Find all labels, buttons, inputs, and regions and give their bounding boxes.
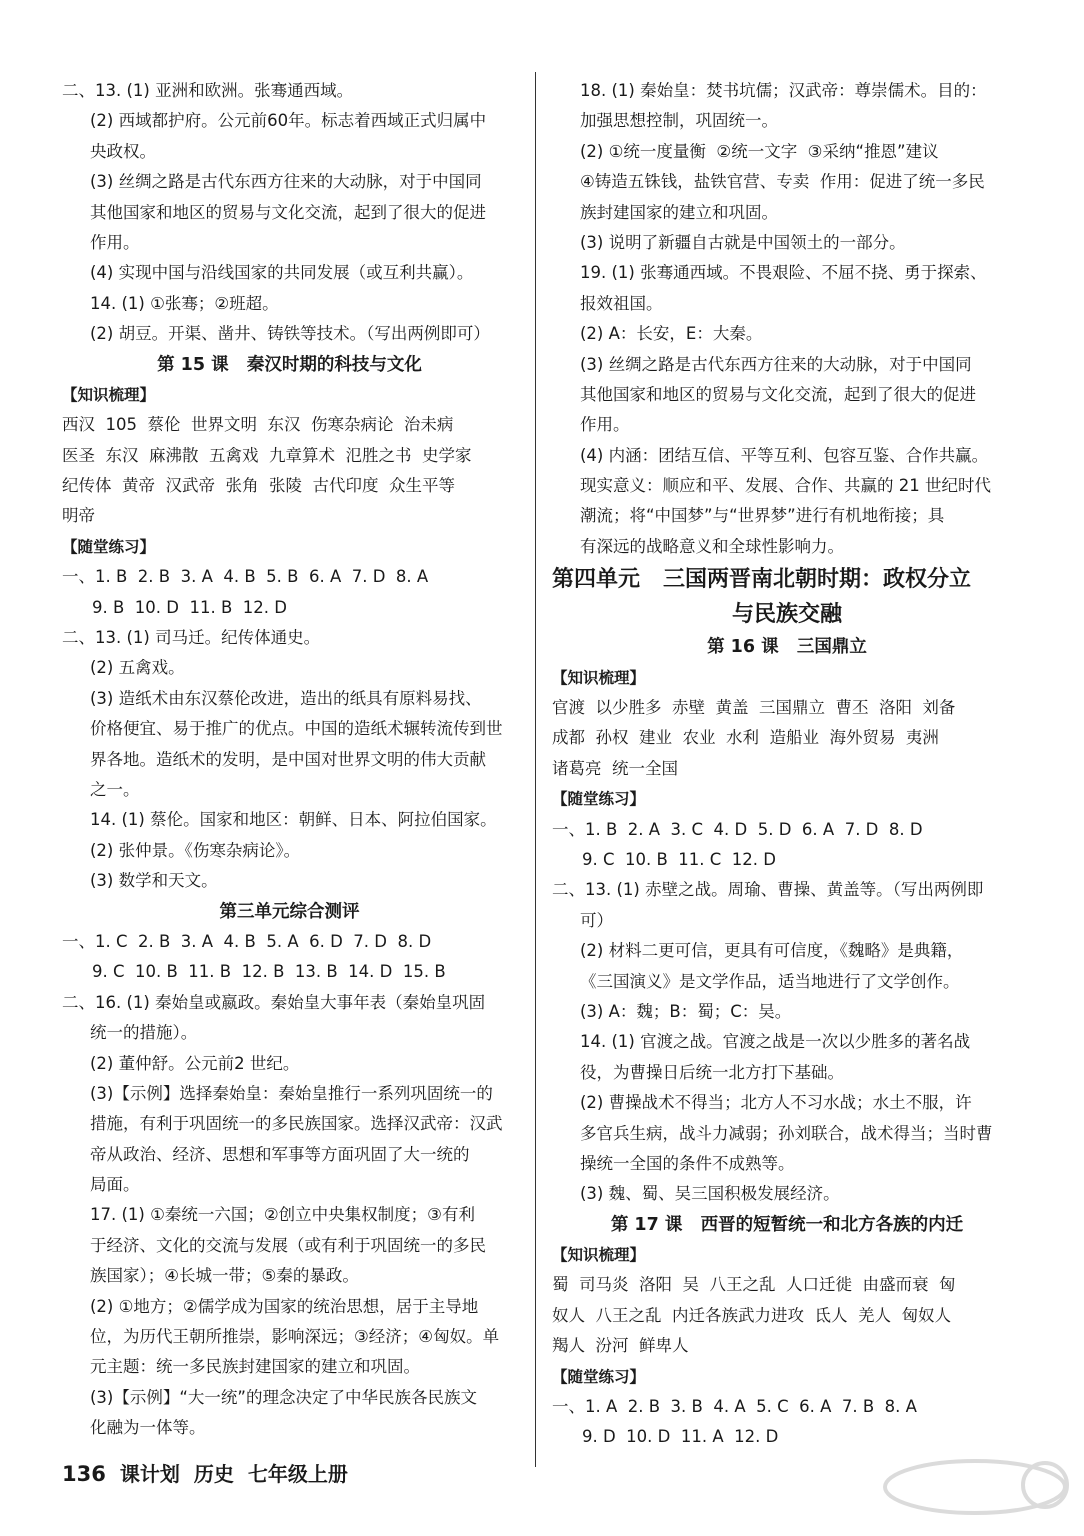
text-line: 二、16. (1) 秦始皇或嬴政。秦始皇大事年表（秦始皇巩固 xyxy=(62,992,486,1012)
text-line: 9. D 10. D 11. A 12. D xyxy=(582,1427,779,1447)
text-line: (4) 实现中国与沿线国家的共同发展（或互利共赢）。 xyxy=(90,263,474,283)
page-number: 136 xyxy=(62,1462,106,1486)
section-header: 【随堂练习】 xyxy=(62,537,156,556)
text-line: 潮流；将“中国梦”与“世界梦”进行有机地衔接；具 xyxy=(580,506,945,526)
text-line: (3) 丝绸之路是古代东西方往来的大动脉，对于中国同 xyxy=(580,354,972,374)
text-line: 元主题：统一多民族封建国家的建立和巩固。 xyxy=(90,1357,420,1377)
text-line: 化融为一体等。 xyxy=(90,1418,206,1438)
text-line: 明帝 xyxy=(62,506,95,526)
text-line: 其他国家和地区的贸易与文化交流，起到了很大的促进 xyxy=(90,202,486,222)
text-line: 19. (1) 张骞通西域。不畏艰险、不屈不挠、勇于探索、 xyxy=(580,263,987,283)
text-line: 医圣 东汉 麻沸散 五禽戏 九章算术 氾胜之书 史学家 xyxy=(62,445,472,465)
text-line: 一、1. A 2. B 3. B 4. A 5. C 6. A 7. B 8. A xyxy=(552,1397,917,1417)
text-line: 可） xyxy=(580,910,613,930)
text-line: 作用。 xyxy=(90,232,140,252)
text-line: 纪传体 黄帝 汉武帝 张角 张陵 古代印度 众生平等 xyxy=(62,476,455,496)
text-line: 蜀 司马炎 洛阳 吴 八王之乱 人口迁徙 由盛而衰 匈 xyxy=(552,1275,956,1295)
text-line: 于经济、文化的交流与发展（或有利于巩固统一的多民 xyxy=(90,1235,486,1255)
section-header: 【知识梳理】 xyxy=(62,385,156,404)
text-line: 央政权。 xyxy=(90,141,156,161)
text-line: 位，为历代王朝所推崇，影响深远；③经济；④匈奴。单 xyxy=(90,1327,500,1347)
text-line: 报效祖国。 xyxy=(580,293,663,313)
unit-title: 与民族交融 xyxy=(731,602,842,628)
text-line: (2) 曹操战术不得当；北方人不习水战；水土不服，许 xyxy=(580,1093,972,1113)
text-line: (3) 数学和天文。 xyxy=(90,871,218,891)
text-line: (4) 内涵：团结互信、平等互利、包容互鉴、合作共赢。 xyxy=(580,445,989,465)
text-line: (3)【示例】“大一统”的理念决定了中华民族各民族文 xyxy=(90,1387,477,1407)
text-line: 诸葛亮 统一全国 xyxy=(552,758,678,778)
text-line: 有深远的战略意义和全球性影响力。 xyxy=(580,536,844,556)
text-line: 二、13. (1) 亚洲和欧洲。张骞通西域。 xyxy=(62,81,354,100)
subject-label: 历史 xyxy=(193,1462,234,1486)
text-line: 局面。 xyxy=(90,1175,140,1195)
text-line: 现实意义：顺应和平、发展、合作、共赢的 21 世纪时代 xyxy=(580,476,991,496)
text-line: 一、1. B 2. B 3. A 4. B 5. B 6. A 7. D 8. A xyxy=(62,567,429,587)
text-line: 二、13. (1) 司马迁。纪传体通史。 xyxy=(62,628,321,648)
text-line: 17. (1) ①秦统一六国；②创立中央集权制度；③有利 xyxy=(90,1205,475,1225)
text-line: 役，为曹操日后统一北方打下基础。 xyxy=(580,1062,844,1082)
text-line: 14. (1) 官渡之战。官渡之战是一次以少胜多的著名战 xyxy=(580,1032,971,1052)
text-line: (2) 西域都护府。公元前60年。标志着西域正式归属中 xyxy=(90,111,487,131)
text-line: 成都 孙权 建业 农业 水利 造船业 海外贸易 夷洲 xyxy=(552,728,939,748)
text-line: (2) 五禽戏。 xyxy=(90,658,185,678)
text-line: 界各地。造纸术的发明，是中国对世界文明的伟大贡献 xyxy=(90,749,486,769)
text-line: 一、1. B 2. A 3. C 4. D 5. D 6. A 7. D 8. D xyxy=(552,819,923,839)
text-line: ④铸造五铢钱，盐铁官营、专卖 作用：促进了统一多民 xyxy=(580,172,985,192)
text-line: 9. C 10. B 11. C 12. D xyxy=(582,849,776,869)
section-header: 【知识梳理】 xyxy=(552,1246,646,1265)
text-line: (2) A：长安，E：大秦。 xyxy=(580,324,763,344)
text-line: (3)【示例】选择秦始皇：秦始皇推行一系列巩固统一的 xyxy=(90,1083,493,1103)
text-line: 西汉 105 蔡伦 世界文明 东汉 伤寒杂病论 治未病 xyxy=(62,415,454,435)
text-line: 加强思想控制，巩固统一。 xyxy=(580,111,778,131)
left-column xyxy=(62,76,517,1444)
text-line: 族封建国家的建立和巩固。 xyxy=(580,202,778,222)
section-header: 【知识梳理】 xyxy=(552,668,646,687)
text-line: 统一的措施）。 xyxy=(90,1023,198,1043)
section-header: 【随堂练习】 xyxy=(552,790,646,809)
text-line: (2) 董仲舒。公元前2 世纪。 xyxy=(90,1053,300,1073)
text-line: 族国家）；④长城一带；⑤秦的暴政。 xyxy=(90,1266,359,1286)
text-line: 一、1. C 2. B 3. A 4. B 5. A 6. D 7. D 8. D xyxy=(62,931,432,951)
text-line: (3) 魏、蜀、吴三国积极发展经济。 xyxy=(580,1184,840,1204)
text-line: 二、13. (1) 赤壁之战。周瑜、曹操、黄盖等。（写出两例即 xyxy=(552,880,984,900)
right-column xyxy=(552,76,1022,1453)
text-line: (3) A：魏；B：蜀；C：吴。 xyxy=(580,1001,792,1021)
lesson-title: 第 16 课 三国鼎立 xyxy=(707,637,867,658)
text-line: (3) 说明了新疆自古就是中国领土的一部分。 xyxy=(580,232,906,252)
book-title: 课计划 xyxy=(119,1462,180,1486)
text-line: 帝从政治、经济、思想和军事等方面巩固了大一统的 xyxy=(90,1144,470,1164)
text-line: 之一。 xyxy=(90,779,140,799)
lesson-title: 第 17 课 西晋的短暂统一和北方各族的内迁 xyxy=(610,1214,964,1235)
text-line: 措施，有利于巩固统一的多民族国家。选择汉武帝：汉武 xyxy=(90,1114,503,1134)
text-line: 9. B 10. D 11. B 12. D xyxy=(92,597,287,617)
text-line: (3) 造纸术由东汉蔡伦改进，造出的纸具有原料易找、 xyxy=(90,688,482,708)
text-line: (2) ①地方；②儒学成为国家的统治思想，居于主导地 xyxy=(90,1296,479,1316)
section-header: 【随堂练习】 xyxy=(552,1367,646,1386)
text-line: 奴人 八王之乱 内迁各族武力进攻 氐人 羌人 匈奴人 xyxy=(552,1305,951,1325)
text-line: 其他国家和地区的贸易与文化交流，起到了很大的促进 xyxy=(580,384,976,404)
text-line: (2) 材料二更可信，更具有可信度，《魏略》是典籍， xyxy=(580,941,964,961)
text-line: 多官兵生病，战斗力减弱；孙刘联合，战术得当；当时曹 xyxy=(580,1123,993,1143)
text-line: 羯人 汾河 鲜卑人 xyxy=(552,1336,689,1356)
text-line: 作用。 xyxy=(580,415,630,435)
text-line: 官渡 以少胜多 赤壁 黄盖 三国鼎立 曹丕 洛阳 刘备 xyxy=(552,698,956,718)
text-line: (2) 张仲景。《伤寒杂病论》。 xyxy=(90,840,301,860)
text-line: 18. (1) 秦始皇：焚书坑儒；汉武帝：尊崇儒术。目的： xyxy=(580,81,987,100)
unit-title: 第四单元 三国两晋南北朝时期：政权分立 xyxy=(552,567,971,593)
text-line: (3) 丝绸之路是古代东西方往来的大动脉，对于中国同 xyxy=(90,172,482,192)
page-footer xyxy=(62,1458,348,1487)
text-line: 操统一全国的条件不成熟等。 xyxy=(580,1153,795,1173)
text-line: 14. (1) 蔡伦。国家和地区：朝鲜、日本、阿拉伯国家。 xyxy=(90,810,497,830)
grade-label: 七年级上册 xyxy=(247,1462,348,1486)
text-line: (2) 胡豆。开渠、凿井、铸铁等技术。（写出两例即可） xyxy=(90,324,490,344)
text-line: 9. C 10. B 11. B 12. B 13. B 14. D 15. B xyxy=(92,962,446,982)
column-divider xyxy=(535,72,536,1467)
text-line: 14. (1) ①张骞；②班超。 xyxy=(90,293,279,313)
text-line: 《三国演义》是文学作品，适当地进行了文学创作。 xyxy=(580,971,960,991)
lesson-title: 第三单元综合测评 xyxy=(219,901,360,922)
text-line: 价格便宜、易于推广的优点。中国的造纸术辗转流传到世 xyxy=(90,719,503,739)
lesson-title: 第 15 课 秦汉时期的科技与文化 xyxy=(157,354,422,375)
watermark-logo xyxy=(875,1455,1075,1531)
text-line: (2) ①统一度量衡 ②统一文字 ③采纳“推恩”建议 xyxy=(580,141,939,161)
